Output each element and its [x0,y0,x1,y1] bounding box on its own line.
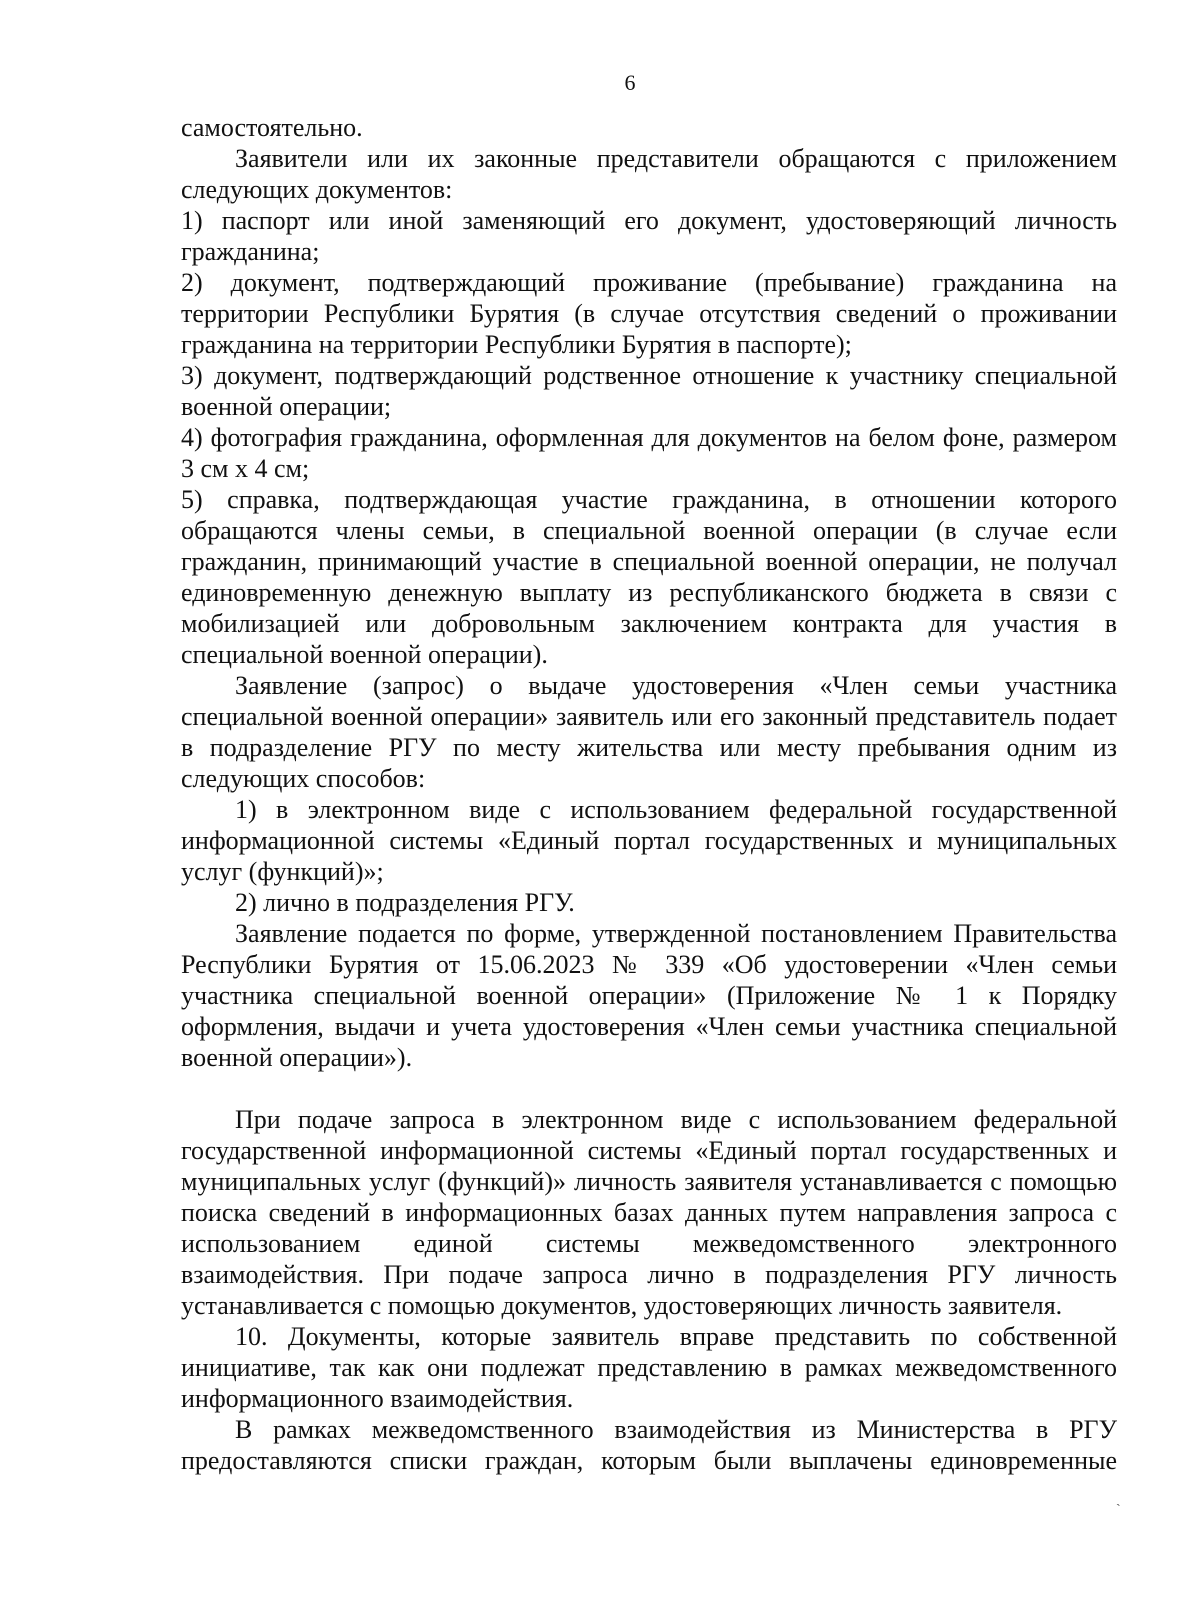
list-item-1: 1) паспорт или иной заменяющий его документ, удостоверяющий личность гражданина; [181,206,1117,266]
paragraph-section-10: 10. Документы, которые заявитель вправе представить по собственной инициативе, так как они подлежат представлению в рамках межведомственного информационного взаимодействия. [181,1322,1117,1413]
list-item-4: 4) фотография гражданина, оформленная для документов на белом фоне, размером 3 см х 4 см; [181,423,1117,483]
method-item-2: 2) лично в подразделения РГУ. [235,888,575,917]
paragraph-application: Заявление (запрос) о выдаче удостоверения «Член семьи участника специальной военной операции» заявитель или его законный представитель подает в подразделение РГУ по месту жительства или месту пребывания одним из следующих способов: [181,671,1117,793]
document-body [181,112,1117,1476]
paragraph-applicants: Заявители или их законные представители обращаются с приложением следующих документов: [181,144,1117,204]
scan-mark: ˏ [1116,1492,1121,1507]
paragraph-interagency: В рамках межведомственного взаимодействия из Министерства в РГУ предоставляются списки граждан, которым были выплачены единовременные [181,1415,1117,1475]
paragraph-identity: При подаче запроса в электронном виде с использованием федеральной государственной информационной системы «Единый портал государственных и муниципальных услуг (функций)» личность заявителя устанавливается с помощью поиска сведений в информационных базах данных путем направления запроса с использованием единой системы межведомственного электронного взаимодействия. При подаче запроса лично в подразделения РГУ личность устанавливается с помощью документов, удостоверяющих личность заявителя. [181,1105,1117,1320]
page-number: 6 [624,70,636,95]
paragraph-form: Заявление подается по форме, утвержденной постановлением Правительства Республики Бурятия от 15.06.2023 № 339 «Об удостоверении «Член семьи участника специальной военной операции» (Приложение № 1 к Порядку оформления, выдачи и учета удостоверения «Член семьи участника специальной военной операции»). [181,919,1117,1072]
method-item-1: 1) в электронном виде с использованием федеральной государственной информационной системы «Единый портал государственных и муниципальных услуг (функций)»; [181,795,1117,886]
list-item-3: 3) документ, подтверждающий родственное отношение к участнику специальной военной операции; [181,361,1117,421]
paragraph-continuation: самостоятельно. [181,113,363,142]
list-item-2: 2) документ, подтверждающий проживание (пребывание) гражданина на территории Республики Бурятия (в случае отсутствия сведений о проживании гражданина на территории Республики Бурятия в паспорте); [181,268,1117,359]
list-item-5: 5) справка, подтверждающая участие гражданина, в отношении которого обращаются члены семьи, в специальной военной операции (в случае если гражданин, принимающий участие в специальной военной операции, не получал единовременную денежную выплату из республиканского бюджета в связи с мобилизацией или добровольным заключением контракта для участия в специальной военной операции). [181,485,1117,669]
